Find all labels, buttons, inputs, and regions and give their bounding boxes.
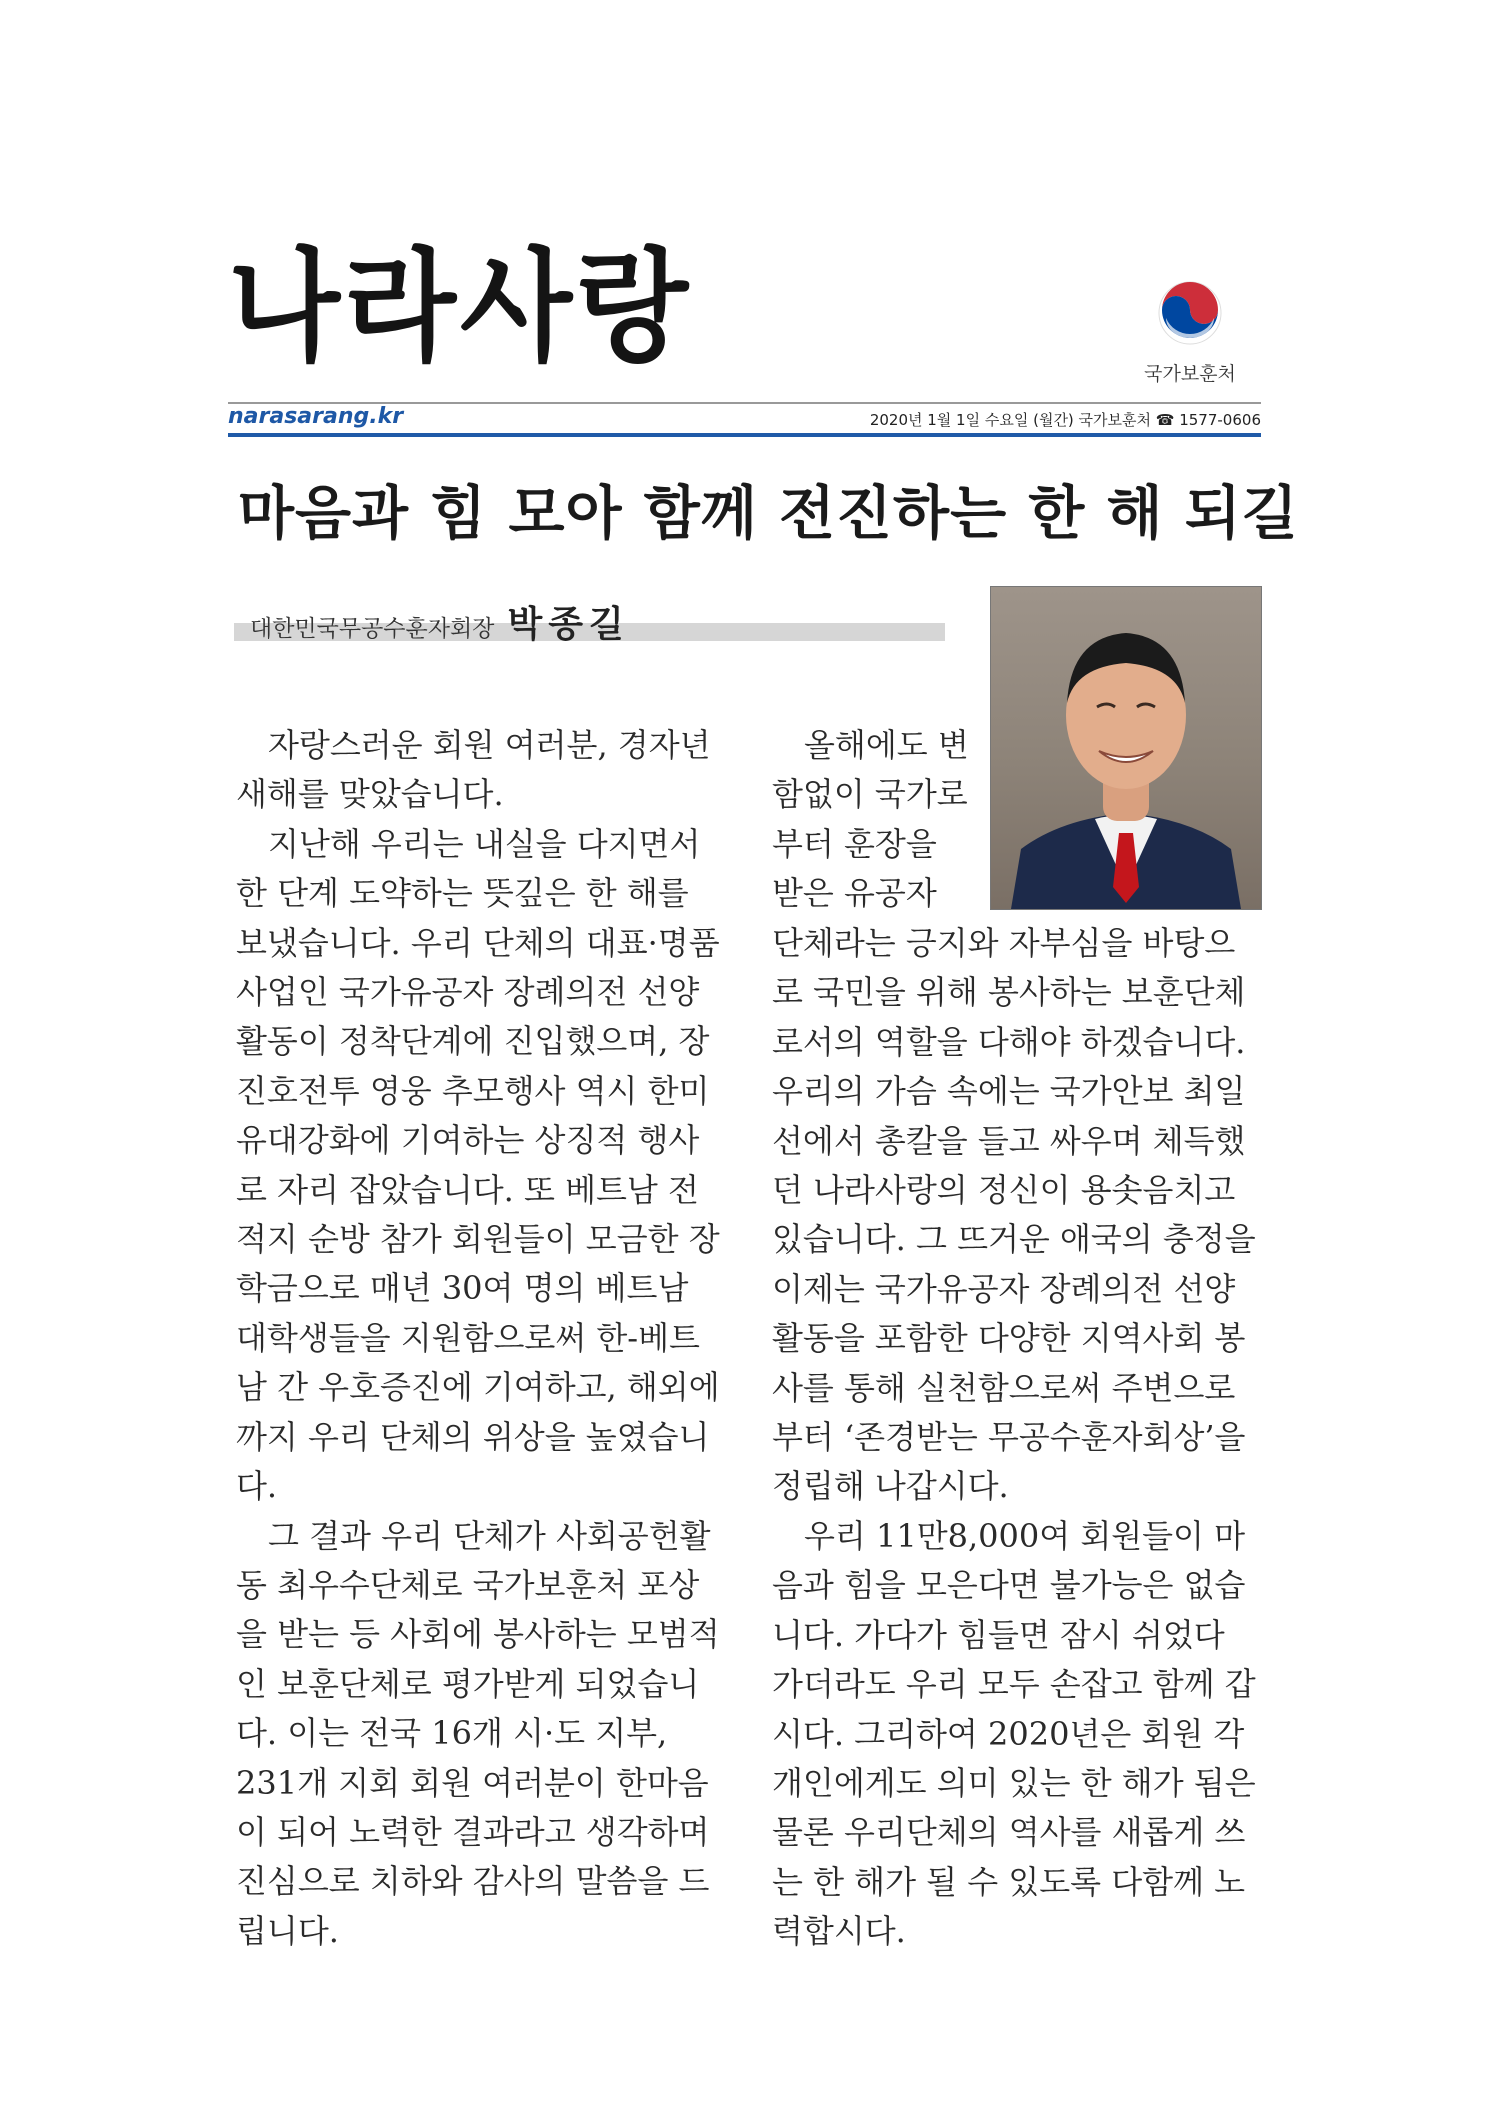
byline-organization: 대한민국무공수훈자회장	[250, 616, 495, 642]
article-column-2-top	[772, 721, 972, 919]
article-column-1	[236, 721, 728, 1956]
article-column-2	[772, 919, 1260, 1957]
article-paragraph-4-rest: 단체라는 긍지와 자부심을 바탕으로 국민을 위해 봉사하는 보훈단체로서의 역할을 다해야 하겠습니다. 우리의 가슴 속에는 국가안보 최일선에서 총칼을 들고 싸우며 체득했던 나라사랑의 정신이 용솟음치고 있습니다. 그 뜨거운 애국의 충정을 이제는 국가유공자 장례의전 선양활동을 포함한 다양한 지역사회 봉사를 통해 실천함으로써 주변으로부터 ‘존경받는 무공수훈자회상’을 정립해 나갑시다.	[772, 924, 1256, 1506]
article-paragraph-5: 우리 11만8,000여 회원들이 마음과 힘을 모은다면 불가능은 없습니다. 가다가 힘들면 잠시 쉬었다 가더라도 우리 모두 손잡고 함께 갑시다. 그리하여 2020년은 회원 각 개인에게도 의미 있는 한 해가 됨은 물론 우리단체의 역사를 새롭게 쓰는 한 해가 될 수 있도록 다함께 노력합시다.	[772, 1516, 1256, 1951]
article-paragraph-3: 그 결과 우리 단체가 사회공헌활동 최우수단체로 국가보훈처 포상을 받는 등 사회에 봉사하는 모범적인 보훈단체로 평가받게 되었습니다. 이는 전국 16개 시·도 지부, 231개 지회 회원 여러분이 한마음이 되어 노력한 결과라고 생각하며 진심으로 치하와 감사의 말씀을 드립니다.	[236, 1516, 720, 1950]
headline: 마음과 힘 모아 함께 전진하는 한 해 되길	[238, 479, 1299, 547]
ministry-label: 국가보훈처	[1144, 363, 1236, 385]
site-url: narasarang.kr	[228, 404, 404, 429]
article-paragraph-1: 자랑스러운 회원 여러분, 경자년 새해를 맞았습니다.	[236, 726, 711, 814]
dateline: 2020년 1월 1일 수요일 (월간) 국가보훈처 ☎ 1577-0606	[869, 411, 1261, 429]
blue-rule	[228, 433, 1261, 437]
government-emblem-icon	[1157, 280, 1223, 346]
author-portrait-illustration	[991, 587, 1261, 909]
byline-name: 박종길	[507, 604, 630, 645]
article-paragraph-2: 지난해 우리는 내실을 다지면서 한 단계 도약하는 뜻깊은 한 해를 보냈습니다. 우리 단체의 대표·명품 사업인 국가유공자 장례의전 선양활동이 정착단계에 진입했으며, 장진호전투 영웅 추모행사 역시 한미 유대강화에 기여하는 상징적 행사로 자리 잡았습니다. 또 베트남 전적지 순방 참가 회원들이 모금한 장학금으로 매년 30여 명의 베트남 대학생들을 지원함으로써 한-베트남 간 우호증진에 기여하고, 해외에까지 우리 단체의 위상을 높였습니다.	[236, 824, 720, 1506]
masthead-title: 나라사랑	[228, 236, 693, 379]
author-photo	[990, 586, 1262, 910]
article-paragraph-4-start: 올해에도 변함없이 국가로부터 훈장을 받은 유공자	[772, 726, 969, 913]
byline	[250, 596, 630, 647]
